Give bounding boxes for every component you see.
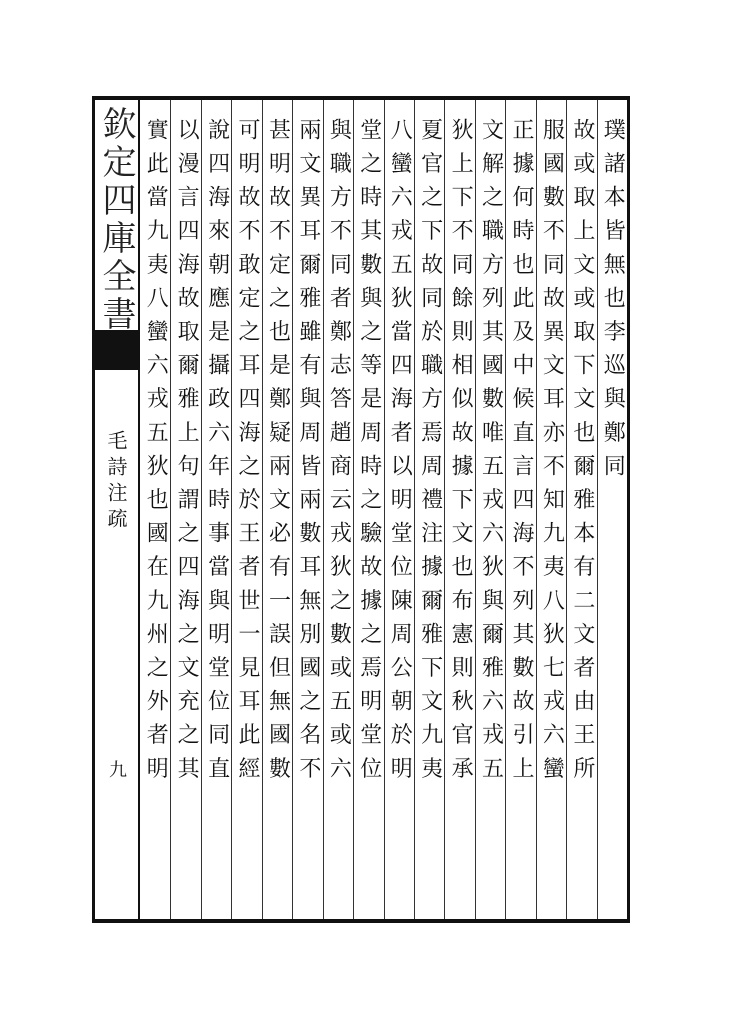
text-column: [597, 100, 627, 919]
text-column: [292, 100, 322, 919]
column-text: 狄上下不同餘則相似故據下文也布憲則秋官承: [448, 118, 474, 790]
column-text: 故或取上文或取下文也爾雅本有二文者由王所: [569, 118, 595, 790]
text-column: [475, 100, 505, 919]
column-text: 可明故不敢定之耳四海之於王者世一見耳此經: [235, 118, 261, 790]
text-column: [384, 100, 414, 919]
text-column: [262, 100, 292, 919]
column-text: 兩文異耳爾雅雖有與周皆兩數耳無別國之名不: [295, 118, 321, 790]
column-text: 甚明故不定之也是鄭疑兩文必有一誤但無國數: [265, 118, 291, 790]
column-text: 說四海來朝應是攝政六年時事當與明堂位同直: [204, 118, 230, 790]
column-text: 實此當九夷八蠻六戎五狄也國在九州之外者明: [143, 118, 169, 790]
text-column: [231, 100, 261, 919]
fish-tail-mark: [95, 330, 138, 370]
column-text: 八蠻六戎五狄當四海者以明堂位陳周公朝於明: [387, 118, 413, 790]
column-text: 璞諸本皆無也李巡與鄭同: [600, 118, 626, 488]
text-column: [566, 100, 596, 919]
column-text: 以漫言四海故取爾雅上句謂之四海之文充之其: [174, 118, 200, 790]
text-column: [353, 100, 383, 919]
text-column: [444, 100, 474, 919]
text-column: [170, 100, 200, 919]
text-column: [140, 100, 170, 919]
text-column: [505, 100, 535, 919]
text-column: [414, 100, 444, 919]
text-column: [323, 100, 353, 919]
spine-title: 欽定四庫全書: [96, 106, 136, 334]
column-text: 正據何時也此及中候直言四海不列其數故引上: [508, 118, 534, 790]
text-columns: [140, 100, 627, 919]
column-text: 文解之職方列其國數唯五戎六狄與爾雅六戎五: [478, 118, 504, 790]
column-text: 服國數不同故異文耳亦不知九夷八狄七戎六蠻: [539, 118, 565, 790]
column-text: 夏官之下故同於職方焉周禮注據爾雅下文九夷: [417, 118, 443, 790]
text-column: [536, 100, 566, 919]
text-column: [201, 100, 231, 919]
column-text: 堂之時其數與之等是周時之驗故據之焉明堂位: [356, 118, 382, 790]
column-text: 與職方不同者鄭志答趙商云戎狄之數或五或六: [326, 118, 352, 790]
spine-subtitle: 毛詩注疏: [104, 430, 128, 534]
page-number: 九: [106, 760, 127, 778]
